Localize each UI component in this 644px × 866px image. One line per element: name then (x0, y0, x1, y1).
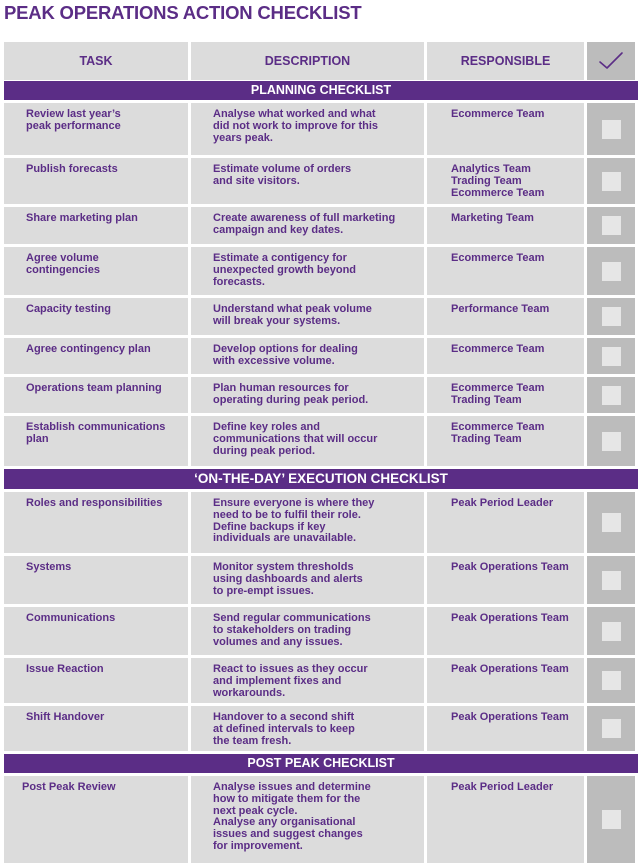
page-title: PEAK OPERATIONS ACTION CHECKLIST (4, 2, 362, 23)
check-cell (587, 298, 635, 335)
checkbox[interactable] (602, 719, 621, 738)
check-cell (587, 377, 635, 413)
task-cell: Review last year’s peak performance (4, 103, 188, 155)
responsible-cell: Performance Team (427, 298, 584, 335)
header-description: DESCRIPTION (191, 42, 424, 80)
check-cell (587, 706, 635, 751)
table-body (4, 81, 638, 863)
table-row (4, 247, 638, 295)
table-row (4, 416, 638, 466)
description-cell: Estimate volume of orders and site visitors. (191, 158, 424, 204)
table-row (4, 607, 638, 655)
table-row (4, 298, 638, 335)
task-cell: Agree volume contingencies (4, 247, 188, 295)
section-header-execution: ‘ON-THE-DAY’ EXECUTION CHECKLIST (4, 469, 638, 489)
responsible-cell: Ecommerce Team Trading Team (427, 377, 584, 413)
check-cell (587, 607, 635, 655)
responsible-cell: Peak Operations Team (427, 607, 584, 655)
checkbox[interactable] (602, 172, 621, 191)
responsible-cell: Peak Period Leader (427, 776, 584, 863)
check-cell (587, 556, 635, 604)
responsible-cell: Ecommerce Team (427, 103, 584, 155)
responsible-cell: Peak Operations Team (427, 658, 584, 703)
checkbox[interactable] (602, 120, 621, 139)
task-cell: Communications (4, 607, 188, 655)
header-check (587, 42, 635, 80)
description-cell: Analyse what worked and what did not work to improve for this years peak. (191, 103, 424, 155)
description-cell: Send regular communications to stakeholders on trading volumes and any issues. (191, 607, 424, 655)
check-cell (587, 416, 635, 466)
description-cell: Handover to a second shift at defined intervals to keep the team fresh. (191, 706, 424, 751)
header-task: TASK (4, 42, 188, 80)
table-row (4, 706, 638, 751)
checkbox[interactable] (602, 216, 621, 235)
table-row (4, 658, 638, 703)
task-cell: Agree contingency plan (4, 338, 188, 374)
task-cell: Systems (4, 556, 188, 604)
task-cell: Post Peak Review (4, 776, 188, 863)
description-cell: Develop options for dealing with excessive volume. (191, 338, 424, 374)
table-row (4, 158, 638, 204)
description-cell: Plan human resources for operating during peak period. (191, 377, 424, 413)
check-cell (587, 247, 635, 295)
responsible-cell: Ecommerce Team (427, 247, 584, 295)
task-cell: Shift Handover (4, 706, 188, 751)
check-cell (587, 776, 635, 863)
checkmark-icon (598, 51, 624, 71)
description-cell: Define key roles and communications that will occur during peak period. (191, 416, 424, 466)
responsible-cell: Marketing Team (427, 207, 584, 244)
section-header-planning: PLANNING CHECKLIST (4, 81, 638, 100)
checkbox[interactable] (602, 307, 621, 326)
table-row (4, 776, 638, 863)
check-cell (587, 338, 635, 374)
checkbox[interactable] (602, 347, 621, 366)
description-cell: Monitor system thresholds using dashboards and alerts to pre-empt issues. (191, 556, 424, 604)
section-header-post: POST PEAK CHECKLIST (4, 754, 638, 773)
description-cell: Create awareness of full marketing campaign and key dates. (191, 207, 424, 244)
table-row (4, 207, 638, 244)
task-cell: Operations team planning (4, 377, 188, 413)
responsible-cell: Ecommerce Team (427, 338, 584, 374)
checkbox[interactable] (602, 262, 621, 281)
checkbox[interactable] (602, 622, 621, 641)
task-cell: Share marketing plan (4, 207, 188, 244)
check-cell (587, 658, 635, 703)
description-cell: Estimate a contigency for unexpected growth beyond forecasts. (191, 247, 424, 295)
check-cell (587, 492, 635, 553)
task-cell: Establish communications plan (4, 416, 188, 466)
table-row (4, 377, 638, 413)
responsible-cell: Analytics Team Trading Team Ecommerce Team (427, 158, 584, 204)
description-cell: React to issues as they occur and implement fixes and workarounds. (191, 658, 424, 703)
check-cell (587, 158, 635, 204)
responsible-cell: Peak Period Leader (427, 492, 584, 553)
task-cell: Publish forecasts (4, 158, 188, 204)
responsible-cell: Ecommerce Team Trading Team (427, 416, 584, 466)
description-cell: Ensure everyone is where they need to be to fulfil their role. Define backups if key individuals are unavailable. (191, 492, 424, 553)
description-cell: Analyse issues and determine how to mitigate them for the next peak cycle. Analyse any organisational issues and suggest changes for improvement. (191, 776, 424, 863)
check-cell (587, 103, 635, 155)
responsible-cell: Peak Operations Team (427, 556, 584, 604)
task-cell: Capacity testing (4, 298, 188, 335)
task-cell: Issue Reaction (4, 658, 188, 703)
table-header (4, 42, 638, 80)
task-cell: Roles and responsibilities (4, 492, 188, 553)
checkbox[interactable] (602, 513, 621, 532)
table-row (4, 338, 638, 374)
header-responsible: RESPONSIBLE (427, 42, 584, 80)
table-row (4, 103, 638, 155)
checkbox[interactable] (602, 810, 621, 829)
table-row (4, 556, 638, 604)
checkbox[interactable] (602, 386, 621, 405)
check-cell (587, 207, 635, 244)
description-cell: Understand what peak volume will break your systems. (191, 298, 424, 335)
checkbox[interactable] (602, 571, 621, 590)
table-row (4, 492, 638, 553)
checkbox[interactable] (602, 432, 621, 451)
checklist-table (4, 42, 638, 866)
checkbox[interactable] (602, 671, 621, 690)
responsible-cell: Peak Operations Team (427, 706, 584, 751)
